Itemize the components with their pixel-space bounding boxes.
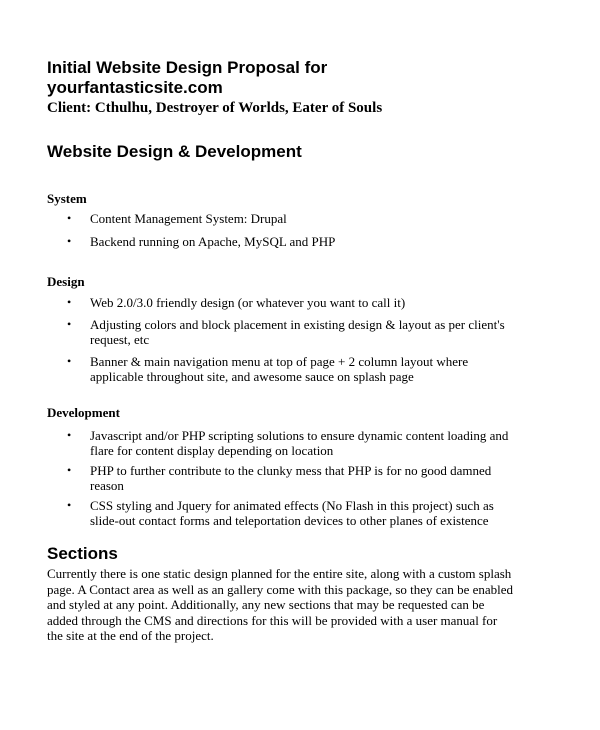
list-item: [47, 463, 567, 493]
list-item-text-line-2: request, etc: [90, 332, 150, 347]
bullet-icon: •: [67, 234, 72, 248]
list-item-text-line-1: CSS styling and Jquery for animated effects (No Flash in this project) such as: [90, 498, 494, 513]
list-item: [47, 234, 567, 249]
list-item-text-line-1: Adjusting colors and block placement in existing design & layout as per client's: [90, 317, 505, 332]
list-item-text-line-2: reason: [90, 478, 124, 493]
list-item-text-line-1: Banner & main navigation menu at top of page + 2 column layout where: [90, 354, 469, 369]
list-item-text-line-2: flare for content display depending on location: [90, 443, 334, 458]
list-item-text: Content Management System: Drupal: [90, 211, 287, 226]
list-item: [47, 428, 567, 458]
bullet-icon: •: [67, 211, 72, 225]
bullet-icon: •: [67, 354, 72, 368]
development-bullet-list: [47, 428, 567, 528]
document-title: [47, 58, 327, 98]
list-item-text-line-1: Web 2.0/3.0 friendly design (or whatever you want to call it): [90, 295, 406, 310]
title-line-2: yourfantasticsite.com: [47, 78, 223, 97]
list-item-text-line-1: Javascript and/or PHP scripting solutions to ensure dynamic content loading and: [90, 428, 509, 443]
list-item: [47, 295, 567, 310]
bullet-icon: •: [67, 295, 72, 309]
paragraph-line: the site at the end of the project.: [47, 628, 214, 643]
paragraph-line: page. A Contact area as well as an gallery come with this package, so they can be enabled: [47, 581, 514, 597]
list-item: [47, 211, 567, 226]
client-line: Client: Cthulhu, Destroyer of Worlds, Eater of Souls: [47, 100, 383, 116]
list-item-text: Backend running on Apache, MySQL and PHP: [90, 234, 336, 249]
bullet-icon: •: [67, 428, 72, 442]
title-line-1: Initial Website Design Proposal for: [47, 58, 328, 77]
paragraph-line: Currently there is one static design planned for the entire site, along with a custom splash: [47, 566, 512, 581]
section-heading-design-development: Website Design & Development: [47, 142, 302, 161]
subheading-design: Design: [47, 274, 85, 289]
list-item: [47, 317, 567, 347]
list-item-text-line-1: PHP to further contribute to the clunky mess that PHP is for no good damned: [90, 463, 492, 478]
system-bullet-list: [47, 211, 567, 249]
sections-heading: Sections: [47, 544, 118, 563]
list-item-text-line-2: slide-out contact forms and teleportation devices to other planes of existence: [90, 513, 489, 528]
subheading-development: Development: [47, 405, 120, 420]
bullet-icon: •: [67, 498, 72, 512]
sections-paragraph: [47, 566, 577, 644]
bullet-icon: •: [67, 317, 72, 331]
bullet-icon: •: [67, 463, 72, 477]
subheading-system: System: [47, 191, 87, 206]
paragraph-line: added through the CMS and directions for this will be provided with a user manual for: [47, 612, 498, 628]
paragraph-line: and styled at any point. Additionally, any new sections that may be requested can be: [47, 597, 485, 612]
list-item: [47, 498, 567, 528]
design-bullet-list: [47, 295, 567, 384]
list-item: [47, 354, 567, 384]
list-item-text-line-2: applicable throughout site, and awesome sauce on splash page: [90, 369, 414, 384]
